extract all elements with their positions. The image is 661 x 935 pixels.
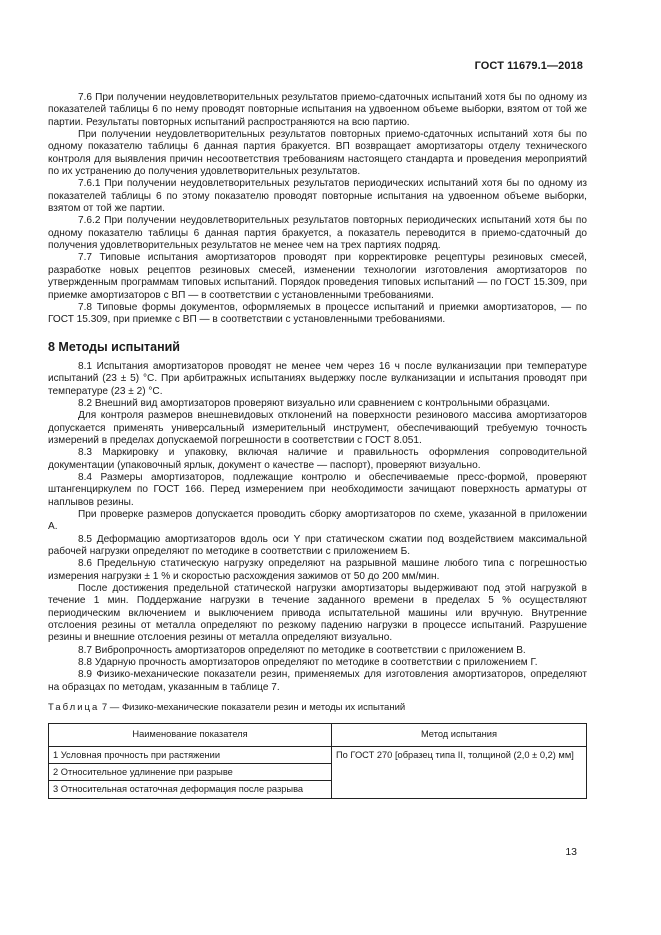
table-cell-indicator: 2 Относительное удлинение при разрыве bbox=[49, 763, 332, 780]
section-title: 8 Методы испытаний bbox=[48, 339, 180, 354]
paragraph: 7.8 Типовые формы документов, оформляемых в процессе испытаний и приемки амортизаторов, — по ГОСТ 15.309, при приемке с ВП — в соответствии с установленными требованиями. bbox=[48, 301, 587, 326]
paragraph: 8.1 Испытания амортизаторов проводят не менее чем через 16 ч после вулканизации при температуре испытаний (23 ± 5) °С. При арбитражных испытаниях выдержку после вулканизации и испытания проводят при температуре (23 ± 2) °С. bbox=[48, 360, 587, 397]
paragraph: 8.2 Внешний вид амортизаторов проверяют визуально или сравнением с контрольными образцами. bbox=[78, 397, 550, 409]
paragraph: При проверке размеров допускается проводить сборку амортизаторов по схеме, указанной в приложении А. bbox=[48, 509, 587, 533]
column-header-indicator: Наименование показателя bbox=[49, 723, 332, 746]
paragraph: 8.6 Предельную статическую нагрузку определяют на разрывной машине любого типа с погрешностью измерения нагрузки ± 1 % и скоростью расхождения зажимов от 50 до 200 мм/мин. bbox=[48, 558, 587, 582]
table-cell-indicator: 3 Относительная остаточная деформация после разрыва bbox=[49, 781, 332, 798]
paragraph: Для контроля размеров внешневидовых отклонений на поверхности резинового массива амортизаторов допускается применять универсальный измерительный инструмент, обеспечивающий требуемую точность измерений в пределах допускаемой погрешности в соответствии с ГОСТ 8.051. bbox=[48, 410, 587, 446]
paragraph: При получении неудовлетворительных результатов повторных приемо-сдаточных испытаний хотя бы по одному показателю таблицы 6 данная партия бракуется. ВП возвращает амортизаторы отделу технического контроля для выявления причин несоответствия требованиям настоящего стандарта и проведения мероприятий по их устранению до получения удовлетворительных результатов. bbox=[48, 129, 587, 178]
paragraph: 8.9 Физико-механические показатели резин, применяемых для изготовления амортизаторов, определяют на образцах по методам, указанным в таблице 7. bbox=[48, 669, 587, 693]
table-row bbox=[49, 746, 587, 763]
standard-designation: ГОСТ 11679.1—2018 bbox=[474, 60, 583, 72]
paragraph: 7.6.1 При получении неудовлетворительных результатов периодических испытаний хотя бы по одному из показателей таблицы 6 по этому показателю проводят повторные испытания на удвоенном объеме выборки, взятом от той же партии. bbox=[48, 178, 587, 215]
column-header-method: Метод испытания bbox=[332, 723, 587, 746]
paragraph: 8.3 Маркировку и упаковку, включая наличие и правильность оформления сопроводительной документации (упаковочный ярлык, документ о качестве — паспорт), проверяют визуально. bbox=[48, 447, 587, 471]
paragraph: После достижения предельной статической нагрузки амортизаторы выдерживают под этой нагрузкой в течение 1 мин. Поддержание нагрузки в течение заданного времени в пределах 5 % осуществляют периодическим включением и выключением привода испытательной машины или вручную. Внутренние отслоения резины от металла определяют по резкому падению нагрузки в процессе испытаний. Разрушение резины и внешние отслоения резины от металла определяют визуально. bbox=[48, 583, 587, 644]
table-caption bbox=[48, 702, 587, 714]
paragraph: 7.7 Типовые испытания амортизаторов проводят при корректировке рецептуры резиновых смесей, разработке новых рецептов резиновых смесей, изменении технологии изготовления амортизаторов по утвержденным программам типовых испытаний. Порядок проведения типовых испытаний — по ГОСТ 15.309, при приемке амортизаторов с ВП — в соответствии с установленными требованиями. bbox=[48, 252, 587, 301]
page-number: 13 bbox=[565, 846, 577, 858]
properties-table bbox=[48, 723, 587, 799]
paragraph: 8.5 Деформацию амортизаторов вдоль оси Y при статическом сжатии под воздействием максимальной рабочей нагрузки определяют по методике в соответствии с приложением Б. bbox=[48, 533, 587, 558]
paragraph: 7.6.2 При получении неудовлетворительных результатов повторных периодических испытаний хотя бы по одному показателю таблицы 6 данная партия бракуется, а показатель переводится в приемо-сдаточный до получения удовлетворительных результатов не менее чем на трех партиях подряд. bbox=[48, 215, 587, 252]
paragraph: 7.6 При получении неудовлетворительных результатов приемо-сдаточных испытаний хотя бы по одному из показателей таблицы 6 по нему проводят повторные испытания на удвоенном объеме выборки, взятом от той же партии. Результаты повторных испытаний распространяются на всю партию. bbox=[48, 92, 587, 128]
paragraph: 8.8 Ударную прочность амортизаторов определяют по методике в соответствии с приложением Г. bbox=[78, 657, 538, 669]
document-body bbox=[48, 92, 587, 799]
table-caption-label: Таблица bbox=[48, 702, 100, 714]
table-header-row bbox=[49, 723, 587, 746]
table-cell-method: По ГОСТ 270 [образец типа II, толщиной (2,0 ± 0,2) мм] bbox=[332, 746, 587, 798]
table-cell-indicator: 1 Условная прочность при растяжении bbox=[49, 746, 332, 763]
table-caption-text: 7 — Физико-механические показатели резин и методы их испытаний bbox=[99, 702, 406, 714]
paragraph: 8.7 Вибропрочность амортизаторов определяют по методике в соответствии с приложением В. bbox=[78, 644, 526, 656]
paragraph: 8.4 Размеры амортизаторов, подлежащие контролю и обеспечиваемые пресс-формой, проверяют штангенциркулем по ГОСТ 166. Перед измерением при необходимости зачищают поверхность арматуры от наплывов резины. bbox=[48, 471, 587, 508]
